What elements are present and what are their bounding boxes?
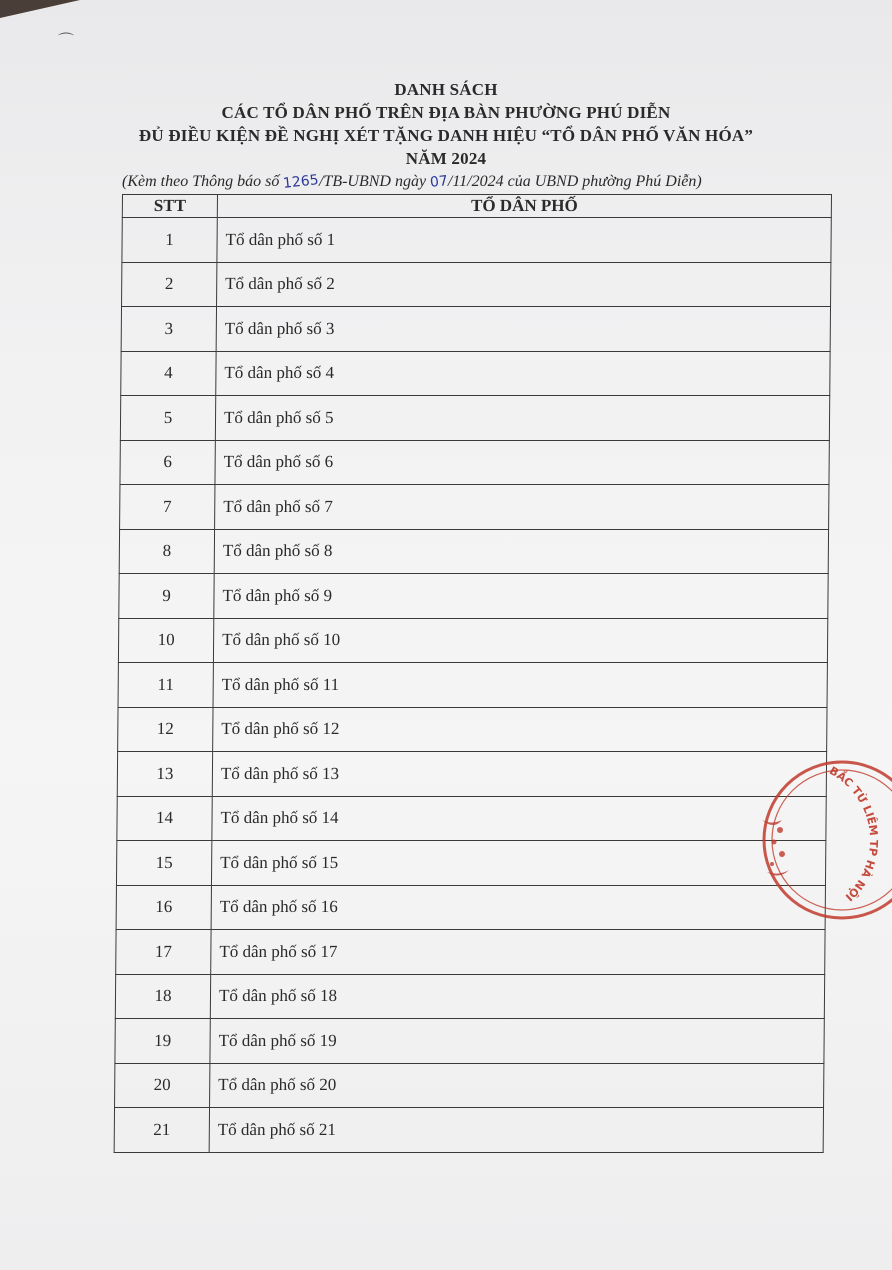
row-stt: 11 [118, 663, 213, 708]
table-row [116, 885, 825, 930]
row-group-name: Tổ dân phố số 12 [213, 707, 827, 752]
row-group-name: Tổ dân phố số 9 [214, 574, 828, 619]
row-stt: 16 [116, 885, 211, 930]
row-stt: 12 [118, 707, 213, 752]
table-row [120, 485, 829, 530]
handwritten-number: 1265 [282, 172, 320, 192]
header-subject: CÁC TỔ DÂN PHỐ TRÊN ĐỊA BÀN PHƯỜNG PHÚ DIỄN [221, 103, 671, 122]
row-group-name: Tổ dân phố số 19 [210, 1019, 824, 1064]
table-row [120, 440, 829, 485]
row-stt: 1 [122, 218, 217, 263]
row-group-name: Tổ dân phố số 1 [217, 218, 831, 263]
table-header-row [122, 195, 831, 218]
table-row [118, 618, 827, 663]
table-row [115, 1019, 824, 1064]
reference-middle: /TB-UBND ngày [318, 173, 431, 190]
row-stt: 19 [115, 1019, 210, 1064]
row-stt: 2 [122, 262, 217, 307]
document-header [0, 78, 892, 170]
handwritten-day: 07 [429, 173, 449, 191]
table-row [121, 351, 830, 396]
table-row [117, 796, 826, 841]
row-group-name: Tổ dân phố số 20 [210, 1063, 824, 1108]
row-stt: 21 [114, 1108, 209, 1153]
row-stt: 4 [121, 351, 216, 396]
table-row [118, 663, 827, 708]
row-group-name: Tổ dân phố số 4 [216, 351, 830, 396]
table-row [114, 1108, 823, 1153]
row-group-name: Tổ dân phố số 16 [211, 885, 825, 930]
row-stt: 10 [118, 618, 213, 663]
document-reference [122, 173, 842, 191]
row-group-name: Tổ dân phố số 7 [215, 485, 829, 530]
table-row [118, 707, 827, 752]
row-stt: 9 [119, 574, 214, 619]
row-stt: 15 [116, 841, 211, 886]
row-stt: 18 [115, 974, 210, 1019]
row-group-name: Tổ dân phố số 2 [217, 262, 831, 307]
row-group-name: Tổ dân phố số 3 [216, 307, 830, 352]
header-stt: STT [122, 195, 217, 218]
row-group-name: Tổ dân phố số 6 [215, 440, 829, 485]
residential-group-table [114, 194, 832, 1153]
seal-text: BẮC TỪ LIÊM TP HÀ NỘI [827, 764, 881, 904]
row-stt: 3 [121, 307, 216, 352]
header-group-name: TỔ DÂN PHỐ [217, 195, 831, 218]
row-group-name: Tổ dân phố số 5 [215, 396, 829, 441]
row-group-name: Tổ dân phố số 14 [212, 796, 826, 841]
reference-prefix: (Kèm theo Thông báo số [122, 173, 284, 190]
table-body [114, 218, 831, 1153]
row-group-name: Tổ dân phố số 11 [213, 663, 827, 708]
reference-suffix: /11/2024 của UBND phường Phú Diễn) [447, 173, 702, 190]
row-group-name: Tổ dân phố số 21 [209, 1108, 823, 1153]
row-stt: 6 [120, 440, 215, 485]
table-row [122, 218, 831, 263]
row-stt: 20 [115, 1063, 210, 1108]
row-group-name: Tổ dân phố số 13 [212, 752, 826, 797]
pen-mark: ⌒ [58, 33, 75, 50]
table-row [116, 841, 825, 886]
row-group-name: Tổ dân phố số 15 [211, 841, 825, 886]
row-stt: 14 [117, 796, 212, 841]
header-title: DANH SÁCH [394, 80, 498, 99]
official-seal [732, 760, 881, 920]
page-corner-shadow [0, 0, 80, 18]
table-row [119, 574, 828, 619]
table-row [117, 752, 826, 797]
header-year: NĂM 2024 [405, 149, 487, 168]
row-group-name: Tổ dân phố số 18 [210, 974, 824, 1019]
row-stt: 13 [117, 752, 212, 797]
row-stt: 8 [119, 529, 214, 574]
table-row [121, 307, 830, 352]
table-row [122, 262, 831, 307]
row-group-name: Tổ dân phố số 17 [211, 930, 825, 975]
row-stt: 5 [120, 396, 215, 441]
header-purpose: ĐỦ ĐIỀU KIỆN ĐỀ NGHỊ XÉT TẶNG DANH HIỆU “TỔ DÂN PHỐ VĂN HÓA” [138, 126, 754, 145]
row-group-name: Tổ dân phố số 10 [213, 618, 827, 663]
table-row [116, 930, 825, 975]
table-row [115, 1063, 824, 1108]
table-row [119, 529, 828, 574]
table-row [120, 396, 829, 441]
table-row [115, 974, 824, 1019]
row-stt: 7 [120, 485, 215, 530]
row-stt: 17 [116, 930, 211, 975]
row-group-name: Tổ dân phố số 8 [214, 529, 828, 574]
